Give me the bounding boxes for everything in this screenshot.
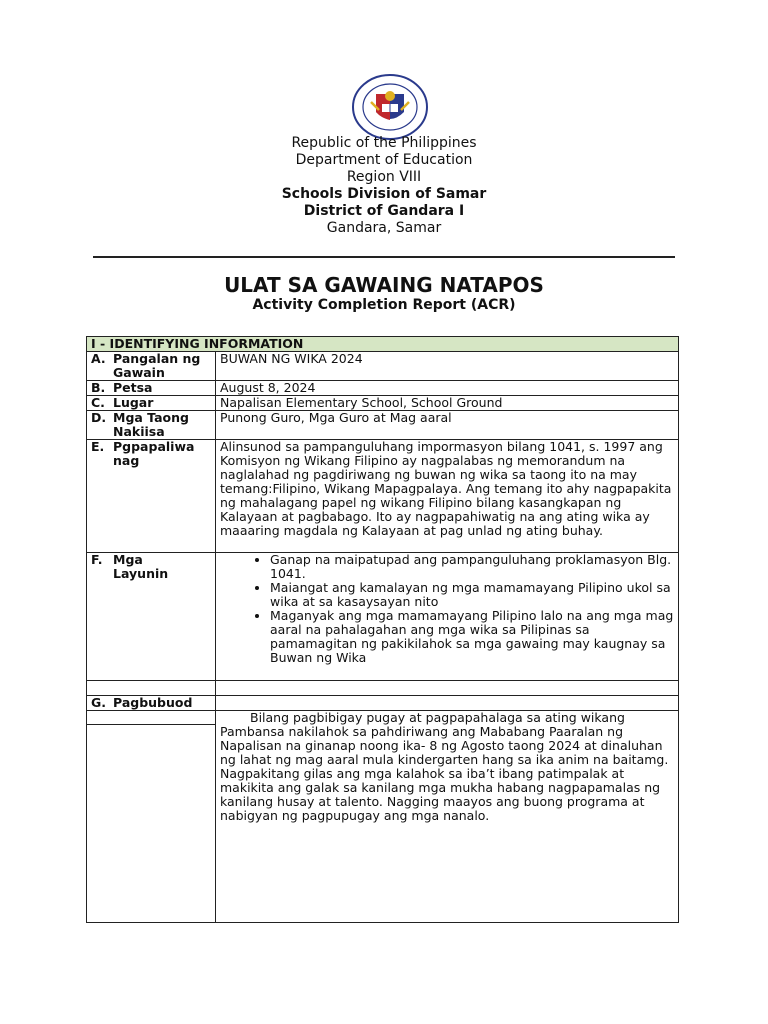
row-letter: A. bbox=[91, 351, 106, 366]
report-title: ULAT SA GAWAING NATAPOS bbox=[224, 273, 544, 297]
label-text: Petsa bbox=[113, 380, 153, 395]
objective-item: • Ganap na maipatupad ang pampanguluhang proklamasyon Blg. 1041. bbox=[270, 553, 674, 581]
empty-cell bbox=[216, 681, 679, 696]
value-venue: Napalisan Elementary School, School Ground bbox=[216, 396, 679, 411]
label-explanation bbox=[87, 440, 216, 553]
region-line: Region VIII bbox=[346, 169, 422, 185]
label-objectives bbox=[87, 553, 216, 681]
label-date bbox=[87, 381, 216, 396]
label-text: Pangalan ng bbox=[113, 351, 201, 366]
label-text: Pgpapaliwa bbox=[113, 439, 195, 454]
label-participants bbox=[87, 411, 216, 440]
value-date: August 8, 2024 bbox=[216, 381, 679, 396]
row-letter: F. bbox=[91, 552, 103, 567]
empty-cell bbox=[87, 725, 216, 923]
row-letter: D. bbox=[91, 410, 107, 425]
acr-table bbox=[86, 336, 679, 923]
value-explanation: Alinsunod sa pampanguluhang impormasyon bilang 1041, s. 1997 ang Komisyon ng Wikang Filipino ay nagpalabas ng memorandum na naglalahad ng pagdiriwang ng buwan ng wika sa taong ito na may temang:Filipino, Wikang Mapagpalaya. Ang temang ito ahy nagpapakita ng mahalagang papel ng wikang Filipino bilang kasangkapan ng Kalayaan at pagbabago. Ito ay nagpapahiwatig na ang ating wika ay maaaring magdala ng Kalayaan at pag unlad ng ating buhay. bbox=[216, 440, 679, 553]
section-heading: I - IDENTIFYING INFORMATION bbox=[87, 337, 679, 352]
value-summary bbox=[216, 711, 679, 923]
label-summary bbox=[87, 696, 216, 711]
location-line: Gandara, Samar bbox=[326, 220, 442, 236]
row-letter: C. bbox=[91, 395, 105, 410]
department-line: Department of Education bbox=[295, 152, 473, 168]
district-line: District of Gandara I bbox=[303, 203, 465, 219]
label-text: nag bbox=[113, 453, 140, 468]
report-subtitle: Activity Completion Report (ACR) bbox=[252, 297, 516, 313]
objectives-list bbox=[220, 553, 674, 665]
label-text: Gawain bbox=[113, 365, 165, 380]
row-letter: E. bbox=[91, 439, 105, 454]
label-text: Pagbubuod bbox=[113, 695, 193, 710]
value-objectives bbox=[216, 553, 679, 681]
row-letter: B. bbox=[91, 380, 106, 395]
label-text: Layunin bbox=[113, 566, 169, 581]
value-participants: Punong Guro, Mga Guro at Mag aaral bbox=[216, 411, 679, 440]
empty-cell bbox=[87, 681, 216, 696]
label-text: Lugar bbox=[113, 395, 154, 410]
republic-line: Republic of the Philippines bbox=[291, 135, 477, 151]
empty-cell bbox=[216, 696, 679, 711]
label-activity-name bbox=[87, 352, 216, 381]
label-text: Nakiisa bbox=[113, 424, 165, 439]
label-text: Mga Taong bbox=[113, 410, 189, 425]
empty-cell bbox=[87, 711, 216, 725]
division-line: Schools Division of Samar bbox=[281, 186, 487, 202]
header-divider bbox=[93, 256, 675, 258]
row-letter: G. bbox=[91, 695, 107, 710]
objective-item: • Maganyak ang mga mamamayang Pilipino lalo na ang mga mag aaral na pahalagahan ang mga wika sa Pilipinas sa pamamagitan ng pakikilahok sa mga gawaing may kaugnay sa Buwan ng Wika bbox=[270, 609, 674, 665]
label-text: Mga bbox=[113, 552, 143, 567]
letterhead bbox=[0, 135, 768, 237]
value-activity-name: BUWAN NG WIKA 2024 bbox=[216, 352, 679, 381]
summary-paragraph: Bilang pagbibigay pugay at pagpapahalaga sa ating wikang Pambansa nakilahok sa pahdiriwang ang Mababang Paaralan ng Napalisan na ginanap noong ika- 8 ng Agosto taong 2024 at dinaluhan ng lahat ng mag aaral mula kindergarten hang sa ika anim na baitamg. Nagpakitang gilas ang mga kalahok sa iba’t ibang patimpalak at makikita ang galak sa kanilang mga mukha habang nagpapamalas ng kanilang husay at talento. Nagging maayos ang buong programa at nabigyan ng pagpupugay ang mga nanalo. bbox=[220, 710, 669, 823]
objective-item: • Maiangat ang kamalayan ng mga mamamayang Pilipino ukol sa wika at sa kasaysayan nito bbox=[270, 581, 674, 609]
deped-seal-logo bbox=[351, 74, 429, 140]
label-venue bbox=[87, 396, 216, 411]
